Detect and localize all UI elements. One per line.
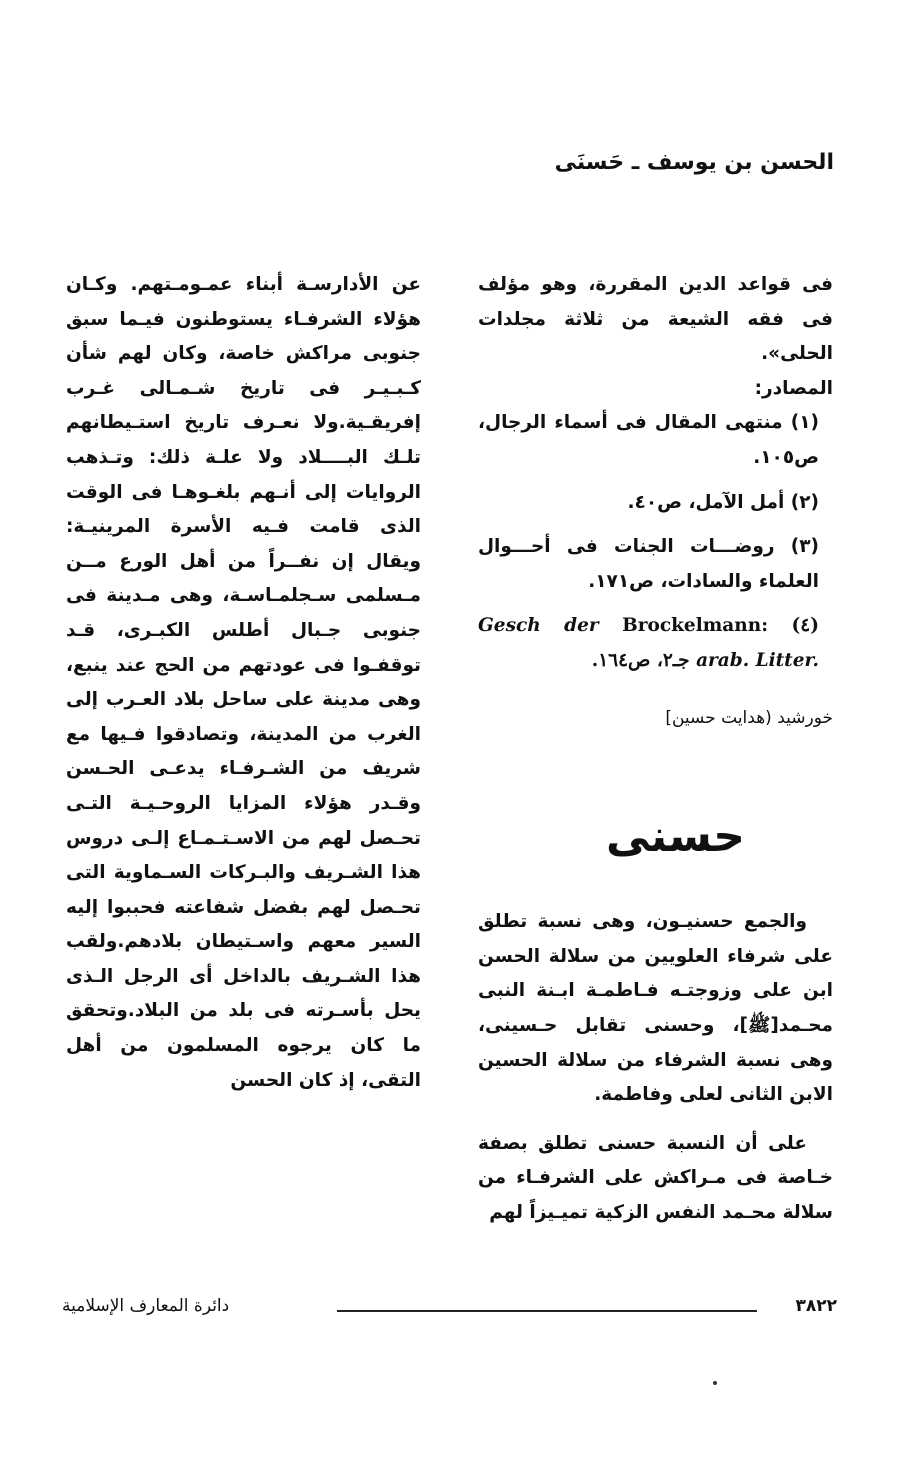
right-column (478, 268, 833, 1230)
sources-heading: المصادر: (754, 377, 833, 399)
source-author: Brockelmann: (622, 615, 769, 637)
article-title: حسنى (606, 811, 745, 863)
paragraph: والجمع حسنيـون، وهى نسبة تطلق على شرفاء العلويين من سلالة الحسن ابن على وزوجتـه فـاطمـة ابـنة النبى محـمد[ﷺ]، وحسنى تقابل حـسينى، وهى نسبة الشرفاء من سلالة الحسين الابن الثانى لعلى وفاطمة. (478, 911, 833, 1106)
source-item-latin (478, 609, 833, 678)
source-item: (١) منتهى المقال فى أسماء الرجال، ص١٠٥. (478, 412, 819, 468)
left-column (66, 268, 421, 1098)
source-ref: جـ٢، ص١٦٤. (591, 649, 690, 671)
running-header (414, 150, 834, 175)
author-signature: خورشيد (هدايت حسين] (665, 707, 833, 728)
source-item: (٢) أمل الآمل، ص٤٠. (627, 491, 819, 513)
paragraph: فى قواعد الدين المقررة، وهو مؤلف فى فقه الشيعة من ثلاثة مجلدات الحلى». (478, 274, 833, 365)
paragraph: على أن النسبة حسنى تطلق بصفة خـاصة فى مـراكش على الشرفـاء من سلالة محـمد النفس الزكية تميـيزاً لهم (478, 1132, 833, 1223)
paragraph: عن الأدارسـة أبناء عمـومـتهم. وكـان هؤلاء الشرفـاء يستوطنون فيـما سبق جنوبى مراكش خاصة، وكان لهم شأن كـبـيـر فى تاريخ شـمـالى غـرب إفريقـية.ولا نعـرف تاريخ استـيطانهم تلـك البــــلاد ولا علـة ذلك: وتـذهب الروايات إلى أنـهم بلغـوهـا فى الوقت الذى قامت فـيه الأسرة المرينيـة: ويقال إن نفــراً من أهل الورع مــن مـسلمى سـجلمـاسـة، وهى مـدينة فى جنوبى جـبال أطلس الكبـرى، قـد توقفـوا فى عودتهم من الحج عند ينبع، وهى مدينة على ساحل بلاد العـرب إلى الغرب من المدينة، وتصادقوا فـيها مع شريف من الشـرفـاء يدعـى الحـسن وقـدر هؤلاء المزايا الروحـيـة التـى تحـصل لهم من الاسـتـمـاع إلـى دروس هذا الشـريف والبـركات السـماوية التى تحـصل لهم بفضل شفاعته فحببوا إليه السير معهم واسـتيطان بلادهم.ولقب هذا الشـريف بالداخل أى الرجل الـذى يحل بأسـرته فى بلد من البلاد.وتحقق ما كان يرجوه المسلمون من أهل التقى، إذ كان الحسن (66, 274, 421, 1091)
source-title: Gesch der arab. Litter. (478, 615, 819, 671)
speck-mark (713, 1381, 717, 1385)
page-footer (62, 1296, 837, 1326)
publication-title: دائرة المعارف الإسلامية (62, 1296, 230, 1316)
source-item: (٣) روضـــات الجنات فى أحـــوال العلماء والسادات، ص١٧١. (478, 536, 819, 592)
page-number: ٣٨٢٢ (795, 1296, 837, 1316)
footer-divider (337, 1310, 757, 1312)
source-number: (٤) (791, 615, 819, 637)
header-title: الحسن بن يوسف ـ حَسنَى (554, 150, 834, 175)
